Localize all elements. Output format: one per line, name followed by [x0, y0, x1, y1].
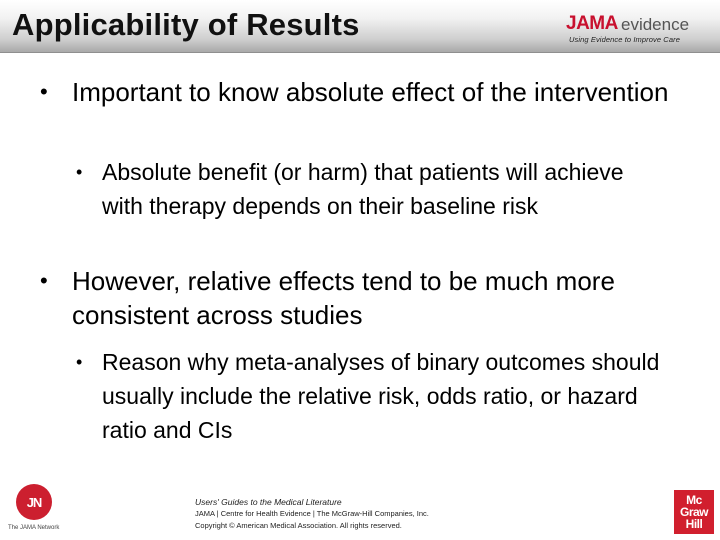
jama-network-caption: The JAMA Network [8, 525, 60, 531]
bullet-item [40, 264, 712, 332]
jama-evidence-logo [566, 14, 712, 48]
slide-title: Applicability of Results [12, 7, 360, 42]
logo-tagline: Using Evidence to Improve Care [569, 35, 680, 44]
mcgraw-hill-logo [674, 490, 714, 534]
bullet-text: However, relative effects tend to be much more consistent across studies [72, 266, 615, 330]
sub-bullet-item [76, 345, 662, 447]
footer-credits [195, 497, 575, 532]
sub-bullet-text: Reason why meta-analyses of binary outcomes should usually include the relative risk, odds ratio, or hazard ratio and CIs [102, 349, 660, 443]
slide-header [0, 0, 720, 53]
logo-suffix: evidence [621, 15, 690, 34]
logo-brand: JAMA [566, 13, 618, 34]
series-title: Users' Guides to the Medical Literature [195, 497, 342, 507]
bullet-dot-icon: • [40, 268, 48, 293]
jn-logo-text: JN [26, 494, 42, 510]
copyright-line: Copyright © American Medical Association. All rights reserved. [195, 521, 402, 530]
logo-line: Graw [679, 505, 708, 519]
sub-bullet-item [76, 155, 662, 223]
credits-line: JAMA | Centre for Health Evidence | The McGraw-Hill Companies, Inc. [195, 509, 429, 518]
logo-line: Mc [686, 493, 702, 507]
bullet-item [40, 75, 712, 109]
bullet-dot-icon: • [76, 162, 83, 182]
jama-network-logo [16, 484, 52, 520]
bullet-dot-icon: • [76, 352, 83, 372]
bullet-dot-icon: • [40, 79, 48, 104]
logo-line: Hill [685, 517, 703, 531]
bullet-text: Important to know absolute effect of the intervention [72, 77, 669, 107]
sub-bullet-text: Absolute benefit (or harm) that patients will achieve with therapy depends on their baseline risk [102, 159, 624, 219]
